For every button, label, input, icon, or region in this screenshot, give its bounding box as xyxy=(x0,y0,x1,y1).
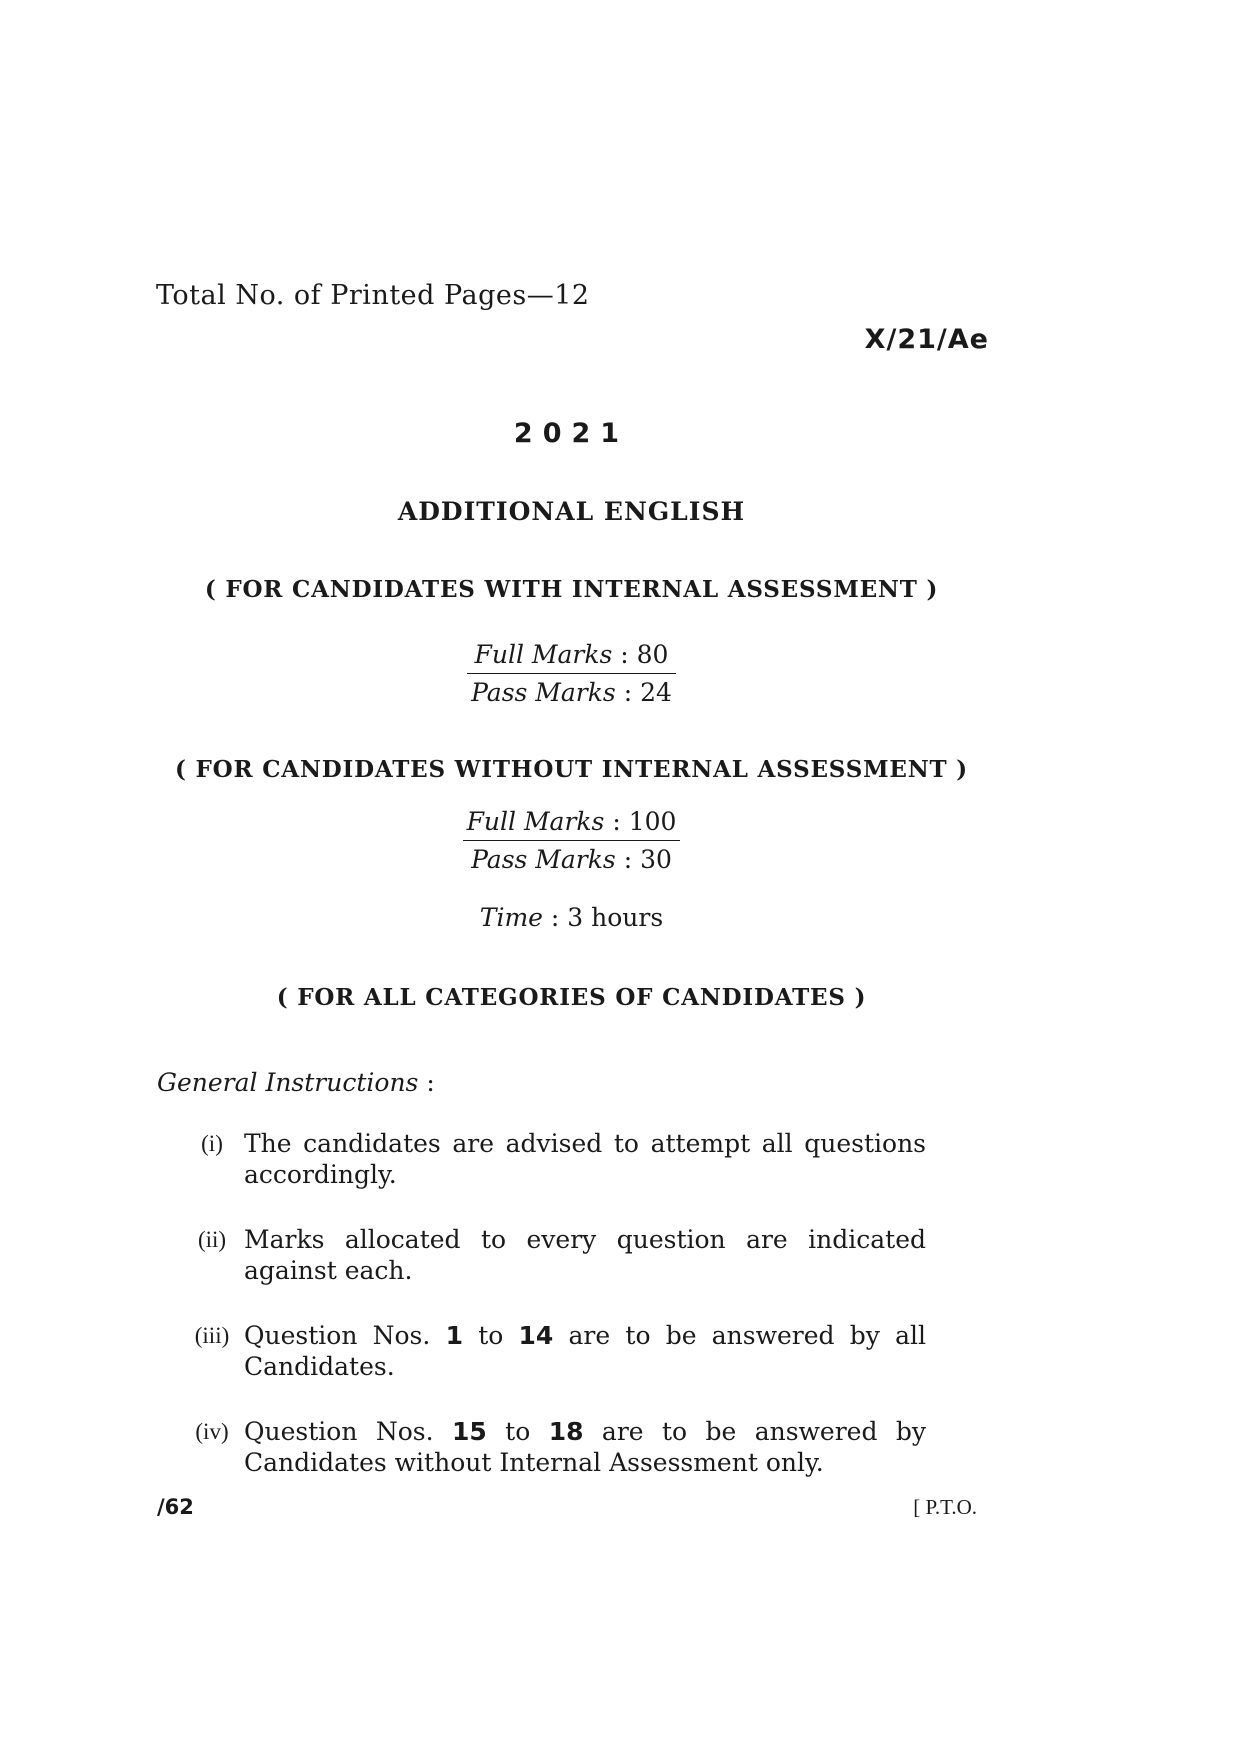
with-ia-pass-marks: Pass Marks : 24 xyxy=(471,678,672,707)
without-ia-pass-marks: Pass Marks : 30 xyxy=(471,845,672,874)
instruction-number: (i) xyxy=(201,1131,223,1156)
full-marks-label: Full Marks xyxy=(474,640,613,669)
subject-title: ADDITIONAL ENGLISH xyxy=(397,497,746,526)
pass-marks-value: 24 xyxy=(640,678,672,707)
instruction-item xyxy=(180,1224,926,1286)
instruction-text: Question Nos. 15 to 18 are to be answered by Candidates without Internal Assessment only. xyxy=(244,1417,927,1477)
instruction-number: (ii) xyxy=(197,1227,227,1252)
general-instructions-title: General Instructions : xyxy=(157,1068,435,1097)
pass-marks-label: Pass Marks xyxy=(471,678,616,707)
instruction-item xyxy=(180,1416,926,1478)
instruction-item xyxy=(180,1128,926,1190)
pto-marker: [ P.T.O. xyxy=(913,1495,977,1519)
pass-marks-value: 30 xyxy=(640,845,672,874)
pass-marks-label: Pass Marks xyxy=(471,845,616,874)
with-ia-full-marks: Full Marks : 80 xyxy=(467,638,676,674)
full-marks-value: 100 xyxy=(628,807,677,836)
footer-code: /62 xyxy=(157,1495,194,1519)
instruction-number: (iv) xyxy=(195,1419,229,1444)
full-marks-label: Full Marks xyxy=(466,807,605,836)
instruction-item xyxy=(180,1320,926,1382)
without-ia-heading: ( FOR CANDIDATES WITHOUT INTERNAL ASSESSMENT ) xyxy=(175,756,968,783)
without-ia-marks xyxy=(0,805,1143,876)
full-marks-value: 80 xyxy=(636,640,669,669)
without-ia-full-marks: Full Marks : 100 xyxy=(463,805,681,841)
all-categories-heading: ( FOR ALL CATEGORIES OF CANDIDATES ) xyxy=(276,984,867,1011)
instructions-list xyxy=(180,1128,926,1512)
instruction-number: (iii) xyxy=(194,1323,230,1348)
paper-code: X/21/Ae xyxy=(864,324,989,355)
instruction-text: The candidates are advised to attempt all questions accordingly. xyxy=(244,1129,926,1189)
with-ia-marks xyxy=(0,638,1143,709)
exam-year: 2021 xyxy=(513,418,630,449)
instruction-text: Marks allocated to every question are indicated against each. xyxy=(244,1225,926,1285)
time-value: 3 hours xyxy=(567,903,664,932)
instruction-text: Question Nos. 1 to 14 are to be answered by all Candidates. xyxy=(244,1321,926,1381)
with-ia-heading: ( FOR CANDIDATES WITH INTERNAL ASSESSMENT ) xyxy=(204,576,939,603)
exam-time: Time : 3 hours xyxy=(479,903,664,932)
total-printed-pages: Total No. of Printed Pages—12 xyxy=(156,280,590,311)
time-label: Time xyxy=(479,903,543,932)
